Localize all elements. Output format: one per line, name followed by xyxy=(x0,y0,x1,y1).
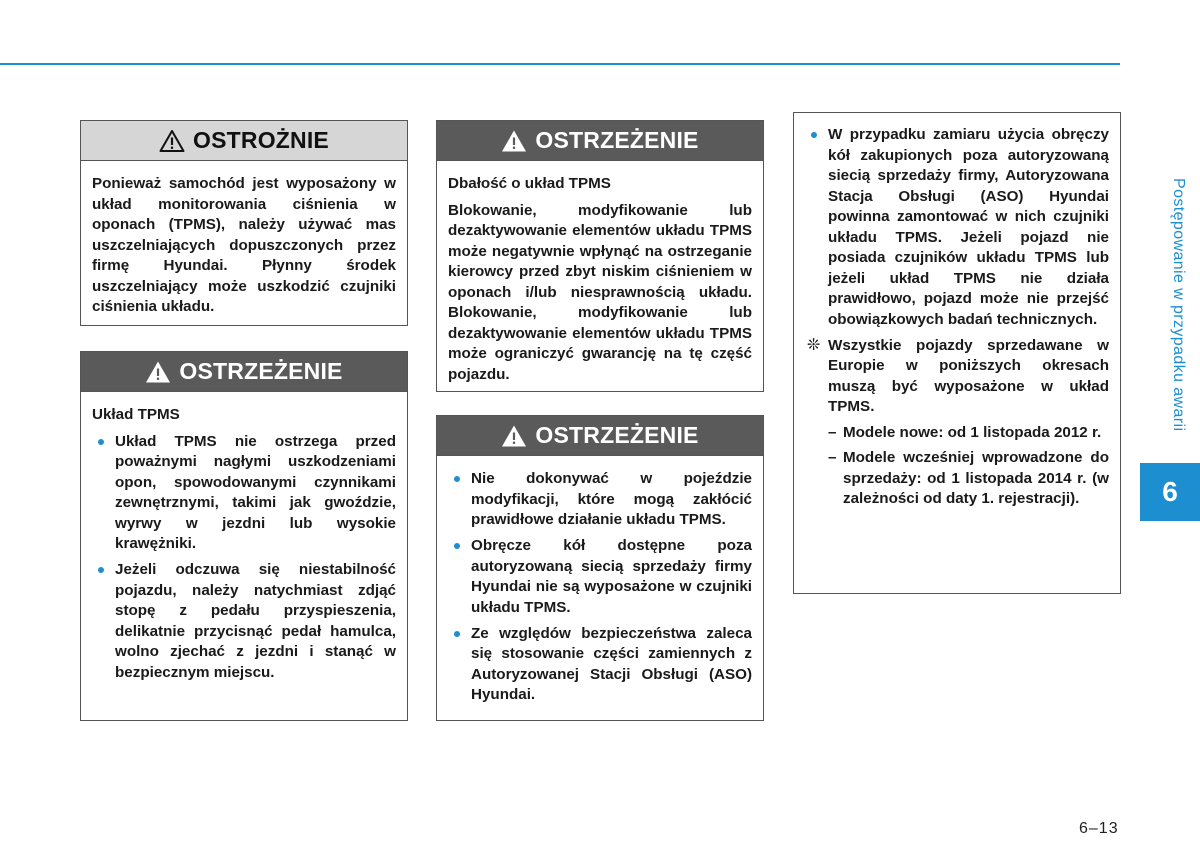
note-item xyxy=(805,336,1109,418)
dash-mark: – xyxy=(828,423,837,441)
warning-header xyxy=(437,416,763,456)
warning-triangle-icon xyxy=(159,129,185,153)
caution-text: Ponieważ samochód jest wyposażony w układ monitorowania ciśnienia w oponach (TPMS), należy używać mas uszczelniających dopuszczonych przez firmę Hyundai. Płynny środek uszczelniający może uszkodzić czujniki ciśnienia układu. xyxy=(92,175,396,315)
list-item: Układ TPMS nie ostrzega przed poważnymi nagłymi uszkodzeniami opon, spowodowanymi czynnikami zewnętrznymi, takimi jak gwoździe, wyrwy w jezdni lub wysokie krawężniki. xyxy=(92,432,396,555)
bullet-list xyxy=(448,469,752,706)
warning-subtitle: Układ TPMS xyxy=(92,406,180,423)
dash-mark: – xyxy=(828,449,837,466)
page-number: 6–13 xyxy=(1079,820,1119,837)
dash-item-text: Modele wcześniej wprowadzone do sprzedaży: od 1 listopada 2014 r. (w zależności od daty 1. rejestracji). xyxy=(843,449,1109,507)
warning-title: OSTRZEŻENIE xyxy=(535,127,699,153)
list-item: Ze względów bezpieczeństwa zaleca się stosowanie części zamiennych z Autoryzowanej Stacji Obsługi (ASO) Hyundai. xyxy=(448,624,752,706)
list-item: W przypadku zamiaru użycia obręczy kół zakupionych poza autoryzowaną siecią sprzedaży firmy, Autoryzowana Stacja Obsługi (ASO) Hyundai powinna zamontować w nich czujniki układu TPMS. Jeżeli pojazd nie posiada czujników układu TPMS lub jeżeli układ TPMS nie działa prawidłowo, pojazd może nie przejść obowiązkowych badań technicznych. xyxy=(805,125,1109,330)
warning-body xyxy=(81,392,407,699)
warning-text: Blokowanie, modyfikowanie lub dezaktywowanie elementów układu TPMS może negatywnie wpłynąć na ostrzeganie kierowcy przed zbyt niskim ciśnieniem w oponach i/lub niesprawnością układu. Blokowanie, modyfikowanie lub dezaktywowanie elementów układu TPMS może ograniczyć gwarancję na tę część pojazdu. xyxy=(448,201,752,383)
warning-body xyxy=(437,161,763,395)
dash-list xyxy=(805,423,1109,510)
warning-header xyxy=(81,352,407,392)
warning-header xyxy=(437,121,763,161)
caution-header xyxy=(81,121,407,161)
caution-body xyxy=(81,161,407,328)
dash-item-text: Modele nowe: od 1 listopada 2012 r. xyxy=(843,423,1102,441)
warning-title: OSTRZEŻENIE xyxy=(179,358,343,384)
dash-item xyxy=(828,448,1109,510)
dash-item xyxy=(828,423,1109,444)
info-body xyxy=(794,113,1120,525)
top-rule xyxy=(0,63,1120,65)
note-text: Wszystkie pojazdy sprzedawane w Europie w poniższych okresach muszą być wyposażone w układ TPMS. xyxy=(828,336,1109,415)
caution-box xyxy=(80,120,408,326)
warning-box-care xyxy=(436,120,764,392)
warning-triangle-icon xyxy=(501,129,527,153)
warning-body xyxy=(437,456,763,721)
chapter-tab: 6 xyxy=(1140,463,1200,521)
bullet-list xyxy=(92,432,396,684)
warning-triangle-icon xyxy=(145,360,171,384)
bullet-list xyxy=(805,125,1109,330)
caution-title: OSTROŻNIE xyxy=(193,127,329,153)
warning-box-modifications xyxy=(436,415,764,721)
list-item: Obręcze kół dostępne poza autoryzowaną siecią sprzedaży firmy Hyundai nie są wyposażone w czujniki układu TPMS. xyxy=(448,536,752,618)
info-box xyxy=(793,112,1121,594)
asterisk-icon: ❊ xyxy=(807,336,821,354)
list-item: Jeżeli odczuwa się niestabilność pojazdu, należy natychmiast zdjąć stopę z pedału przyspieszenia, delikatnie przycisnąć pedał hamulca, wolno zjechać z jezdni i stanąć w bezpiecznym miejscu. xyxy=(92,560,396,683)
list-item: Nie dokonywać w pojeździe modyfikacji, które mogą zakłócić prawidłowe działanie układu TPMS. xyxy=(448,469,752,531)
warning-triangle-icon xyxy=(501,424,527,448)
section-side-title: Postępowanie w przypadku awarii xyxy=(1170,178,1187,432)
warning-box-tpms xyxy=(80,351,408,721)
warning-subtitle: Dbałość o układ TPMS xyxy=(448,175,611,192)
warning-title: OSTRZEŻENIE xyxy=(535,422,699,448)
